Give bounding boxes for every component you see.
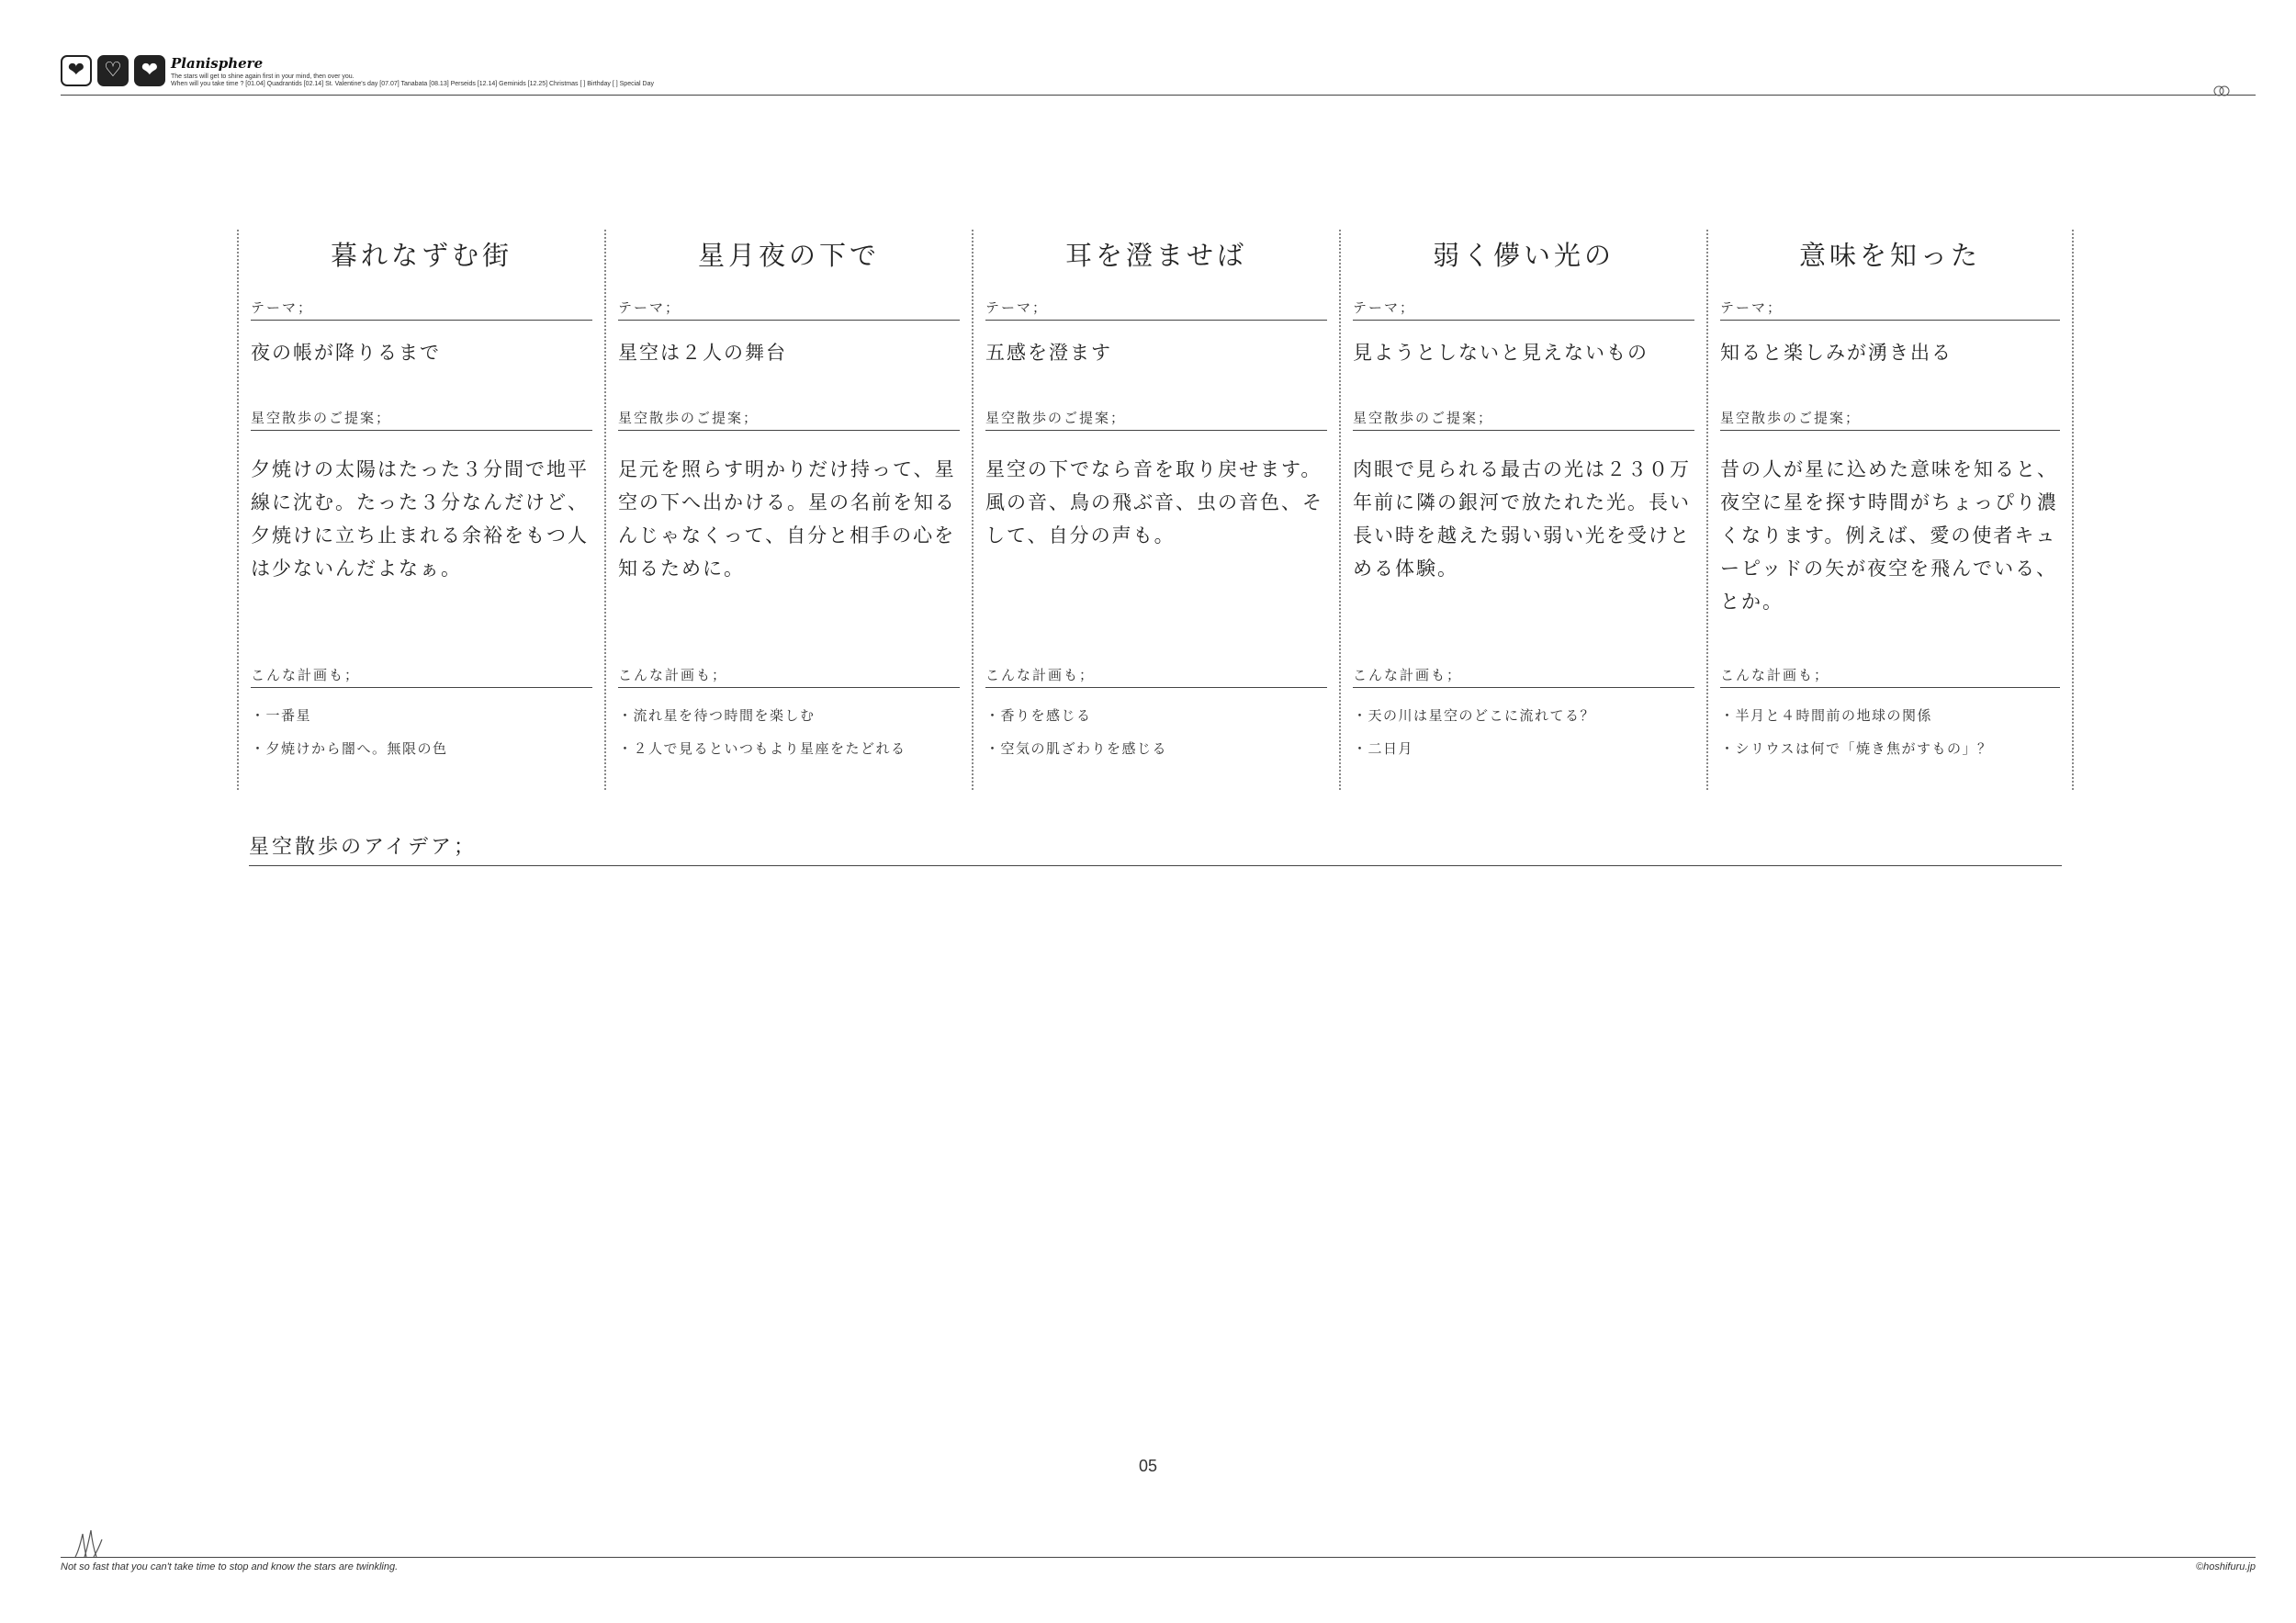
grass-icon bbox=[73, 1528, 105, 1558]
brand-tagline: The stars will get to shine again first in your mind, then over you. bbox=[171, 73, 355, 80]
theme-text: 夜の帳が降りるまで bbox=[251, 342, 441, 364]
plan-card bbox=[1339, 230, 1706, 790]
proposal-label: 星空散歩のご提案； bbox=[251, 408, 592, 431]
theme-label: テーマ； bbox=[985, 298, 1327, 321]
heart-filled-icon: ❤ bbox=[134, 55, 165, 86]
theme-label: テーマ； bbox=[251, 298, 592, 321]
proposal-label: 星空散歩のご提案； bbox=[985, 408, 1327, 431]
footer-tagline: Not so fast that you can't take time to stop and know the stars are twinkling. bbox=[61, 1561, 399, 1572]
proposal-text: 夕焼けの太陽はたった３分間で地平線に沈む。たった３分なんだけど、夕焼けに立ち止まれる余裕をもつ人は少ないんだよなぁ。 bbox=[251, 458, 589, 580]
plans-label: こんな計画も； bbox=[1353, 665, 1694, 688]
plans-list bbox=[251, 705, 592, 772]
proposal-text: 昔の人が星に込めた意味を知ると、夜空に星を探す時間がちょっぴり濃くなります。例えば、愛の使者キューピッドの矢が夜空を飛んでいる、とか。 bbox=[1720, 458, 2058, 613]
proposal-label: 星空散歩のご提案； bbox=[618, 408, 960, 431]
header bbox=[61, 53, 2256, 101]
card-title: 意味を知った bbox=[1798, 240, 1981, 271]
theme-text: 五感を澄ます bbox=[985, 342, 1112, 364]
plans-list bbox=[1353, 705, 1694, 772]
plan-card bbox=[1706, 230, 2074, 790]
brand-dates: When will you take time ? [01.04] Quadrantids [02.14] St. Valentine's day [07.07] Tanabata [08.13] Perseids [12.14] Geminids [12.25] Christmas [ ] Birthday [ ] Special Day bbox=[171, 81, 654, 87]
plan-item: ・香りを感じる bbox=[985, 707, 1092, 724]
brand-title: Planisphere bbox=[171, 55, 264, 72]
plans-list bbox=[985, 705, 1327, 772]
proposal-label: 星空散歩のご提案； bbox=[1353, 408, 1694, 431]
heart-outline-icon: ❤ bbox=[61, 55, 92, 86]
plan-card bbox=[604, 230, 972, 790]
plan-item: ・二日月 bbox=[1353, 740, 1414, 757]
theme-label: テーマ； bbox=[1720, 298, 2060, 321]
plans-list bbox=[1720, 705, 2060, 772]
heart-icons bbox=[61, 55, 165, 86]
heart-outline-icon: ♡ bbox=[97, 55, 129, 86]
plans-label: こんな計画も； bbox=[1720, 665, 2060, 688]
card-title: 弱く儚い光の bbox=[1432, 240, 1615, 271]
plan-card bbox=[972, 230, 1339, 790]
plan-item: ・２人で見るといつもより星座をたどれる bbox=[618, 740, 906, 757]
plan-card bbox=[237, 230, 604, 790]
plan-columns bbox=[237, 230, 2074, 790]
proposal-text: 星空の下でなら音を取り戻せます。風の音、鳥の飛ぶ音、虫の音色、そして、自分の声も。 bbox=[985, 458, 1323, 547]
plans-list bbox=[618, 705, 960, 772]
plan-item: ・シリウスは何で「焼き焦がすもの」？ bbox=[1720, 740, 1993, 757]
theme-text: 見ようとしないと見えないもの bbox=[1353, 342, 1649, 364]
ideas-label: 星空散歩のアイデア； bbox=[249, 831, 2062, 866]
card-title: 耳を澄ませば bbox=[1064, 240, 1247, 271]
plan-item: ・空気の肌ざわりを感じる bbox=[985, 740, 1168, 757]
plan-item: ・流れ星を待つ時間を楽しむ bbox=[618, 707, 816, 724]
proposal-text: 肉眼で見られる最古の光は２３０万年前に隣の銀河で放たれた光。長い長い時を越えた弱い弱い光を受けとめる体験。 bbox=[1353, 458, 1691, 580]
proposal-label: 星空散歩のご提案； bbox=[1720, 408, 2060, 431]
card-title: 星月夜の下で bbox=[697, 240, 880, 271]
plan-item: ・夕焼けから闇へ。無限の色 bbox=[251, 740, 448, 757]
plans-label: こんな計画も； bbox=[985, 665, 1327, 688]
rings-icon bbox=[2212, 85, 2232, 97]
theme-text: 星空は２人の舞台 bbox=[618, 342, 787, 364]
theme-label: テーマ； bbox=[1353, 298, 1694, 321]
proposal-text: 足元を照らす明かりだけ持って、星空の下へ出かける。星の名前を知るんじゃなくって、自分と相手の心を知るために。 bbox=[618, 458, 956, 580]
theme-text: 知ると楽しみが湧き出る bbox=[1720, 342, 1953, 364]
card-title: 暮れなずむ街 bbox=[330, 240, 512, 271]
page-number: 05 bbox=[1138, 1457, 1158, 1475]
plan-item: ・天の川は星空のどこに流れてる？ bbox=[1353, 707, 1596, 724]
footer-divider bbox=[61, 1557, 2256, 1558]
plans-label: こんな計画も； bbox=[618, 665, 960, 688]
copyright: ©hoshifuru.jp bbox=[2196, 1561, 2256, 1572]
theme-label: テーマ； bbox=[618, 298, 960, 321]
plans-label: こんな計画も； bbox=[251, 665, 592, 688]
plan-item: ・一番星 bbox=[251, 707, 312, 724]
brand bbox=[171, 55, 654, 87]
plan-item: ・半月と４時間前の地球の関係 bbox=[1720, 707, 1933, 724]
header-divider bbox=[61, 95, 2256, 96]
